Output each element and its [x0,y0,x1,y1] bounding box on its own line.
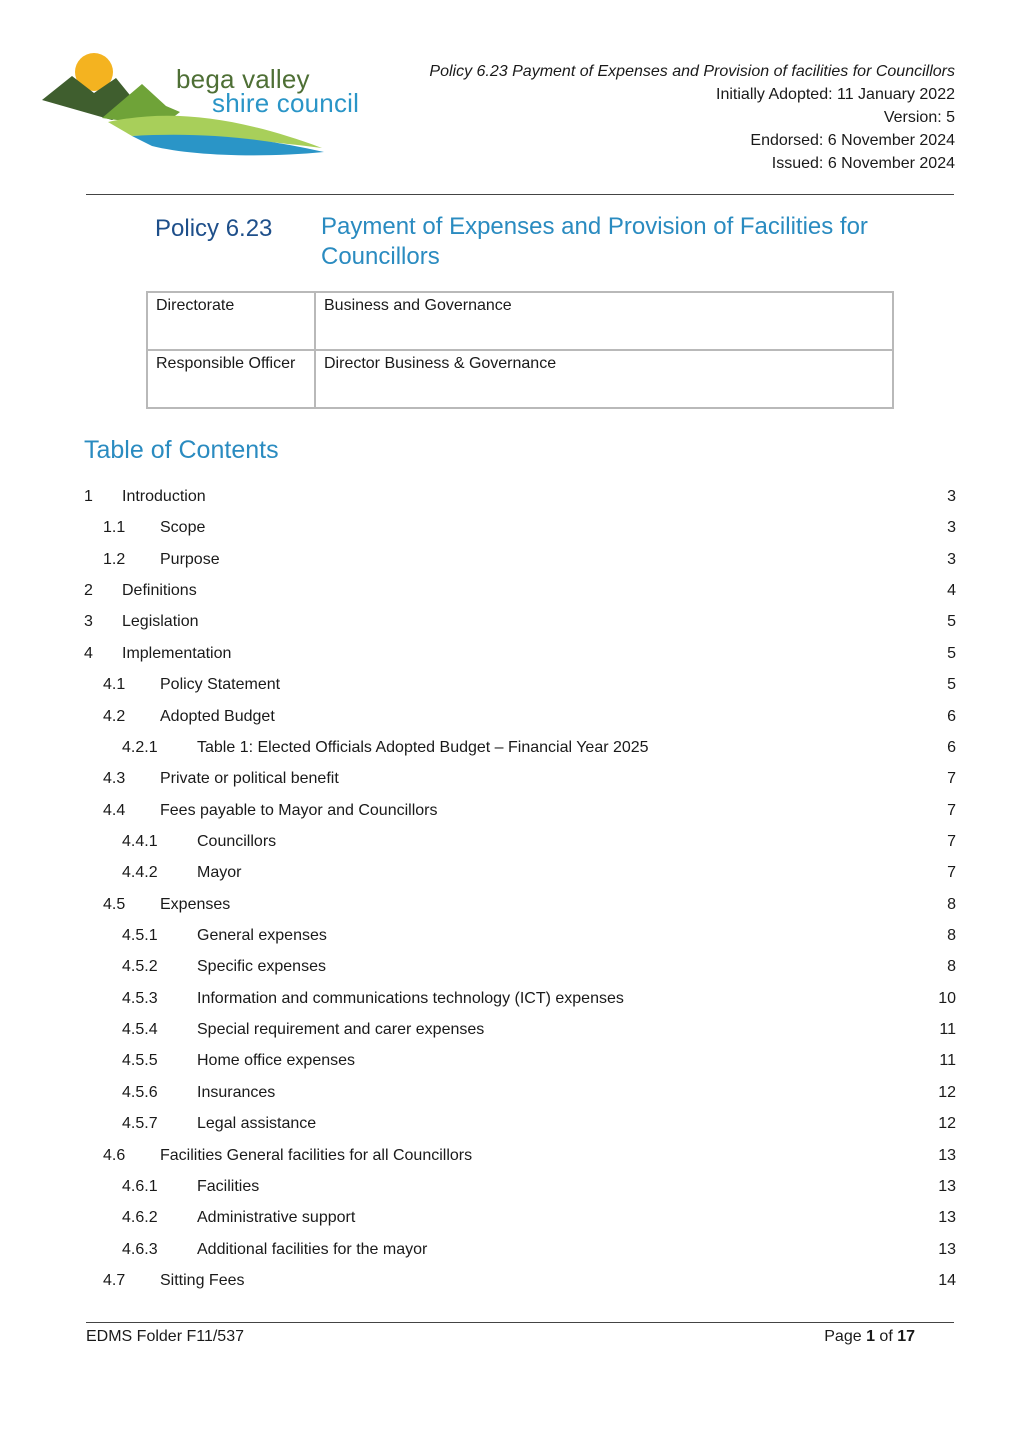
toc-entry-page: 13 [938,1146,956,1164]
toc-entry-page: 3 [947,519,956,537]
toc-entry[interactable] [84,1048,956,1079]
logo-text-line1: bega valley [176,64,310,94]
toc-entry[interactable] [84,1268,956,1299]
page-of: of [874,1328,898,1345]
toc-entry-title: Facilities General facilities for all Councillors [160,1146,473,1164]
policy-number: Policy 6.23 [155,215,273,242]
toc-entry-title: Additional facilities for the mayor [197,1240,428,1258]
toc-entry-num: 4.5.6 [122,1083,158,1101]
toc-entry-page: 10 [938,989,956,1007]
toc-entry-num: 4.5.2 [122,958,158,976]
toc-entry-title: Adopted Budget [160,707,275,725]
info-row [147,350,893,408]
toc-entry-page: 11 [939,1052,956,1070]
toc-entry-title: Special requirement and carer expenses [197,1021,485,1039]
toc-entry-page: 5 [947,644,956,662]
toc-entry[interactable] [84,578,956,609]
toc-entry-title: Definitions [122,582,197,600]
toc-entry-num: 1.1 [103,519,126,537]
toc-entry[interactable] [84,1174,956,1205]
toc-entry-title: Facilities [197,1177,260,1195]
toc-entry-num: 4.4.1 [122,832,158,850]
policy-title: Payment of Expenses and Provision of Facilities for Councillors [321,213,868,270]
toc-entry[interactable] [84,1205,956,1236]
page-current: 1 [866,1328,875,1345]
toc-entry[interactable] [84,704,956,735]
toc-entry-page: 7 [947,770,956,788]
toc-entry[interactable] [84,484,956,515]
toc-entry-num: 4.7 [103,1271,126,1289]
toc-entry-num: 4.6.2 [122,1209,158,1227]
header-initially-adopted: Initially Adopted: 11 January 2022 [716,86,955,103]
toc-entry-page: 11 [939,1021,956,1039]
toc-entry-num: 2 [84,582,93,600]
toc-entry-page: 13 [938,1240,956,1258]
toc-entry-page: 3 [947,488,956,505]
toc-entry-page: 7 [947,864,956,882]
toc-entry-title: Implementation [122,644,232,662]
toc-entry-page: 7 [947,801,956,819]
header-policy-line: Policy 6.23 Payment of Expenses and Provision of facilities for Councillors [429,63,955,80]
toc-entry-title: Scope [160,519,206,537]
toc-entry-num: 4.5.3 [122,989,158,1007]
page-prefix: Page [824,1328,867,1345]
toc-entry-title: Policy Statement [160,676,281,694]
toc-entry-title: Private or political benefit [160,770,339,788]
logo-swoosh-blue [132,135,324,156]
toc-entry-title: General expenses [197,927,327,945]
toc-entry[interactable] [84,641,956,672]
policy-info-table [146,291,894,409]
info-label: Responsible Officer [147,350,315,408]
info-value: Business and Governance [315,292,893,350]
toc-entry-title: Sitting Fees [160,1271,245,1289]
toc-entry-num: 4.3 [103,770,126,788]
header-issued: Issued: 6 November 2024 [771,155,955,172]
toc-entry-num: 4.5 [103,895,126,913]
header-version: Version: 5 [883,109,955,126]
toc-entry-page: 12 [938,1083,956,1101]
toc-entry-num: 4.5.7 [122,1115,158,1133]
info-label: Directorate [147,292,315,350]
toc-entry-num: 3 [84,613,93,631]
info-value: Director Business & Governance [315,350,893,408]
toc-entry-page: 6 [947,707,956,725]
toc-entry-page: 3 [947,550,956,568]
toc-entry-title: Purpose [160,550,220,568]
toc-entry-page: 8 [947,927,956,945]
toc-entry-page: 8 [947,958,956,976]
toc-entry-num: 4.4 [103,801,126,819]
toc-entry[interactable] [84,609,956,640]
table-of-contents [84,484,956,1299]
toc-entry[interactable] [84,515,956,546]
toc-entry-title: Expenses [160,895,231,913]
toc-entry-page: 14 [938,1271,956,1289]
toc-entry[interactable] [84,1111,956,1142]
toc-entry-num: 4 [84,644,93,662]
page-total: 17 [897,1328,915,1345]
toc-entry-num: 4.5.4 [122,1021,158,1039]
toc-entry-page: 4 [947,582,956,600]
footer-folder: EDMS Folder F11/537 [86,1328,244,1345]
toc-entry[interactable] [84,829,956,860]
toc-entry-page: 6 [947,738,956,756]
toc-entry[interactable] [84,923,956,954]
toc-entry[interactable] [84,986,956,1017]
info-row [147,292,893,350]
toc-entry-num: 4.1 [103,676,126,694]
toc-entry-page: 8 [947,895,956,913]
toc-entry[interactable] [84,798,956,829]
toc-heading: Table of Contents [84,436,279,464]
toc-entry[interactable] [84,735,956,766]
toc-entry-title: Mayor [197,864,242,882]
toc-entry[interactable] [84,1017,956,1048]
toc-entry-page: 5 [947,613,956,631]
toc-entry-num: 4.2 [103,707,126,725]
toc-entry[interactable] [84,672,956,703]
toc-entry-page: 12 [938,1115,956,1133]
toc-entry[interactable] [84,860,956,891]
toc-entry[interactable] [84,1080,956,1111]
toc-entry-num: 4.4.2 [122,864,158,882]
toc-entry-num: 4.5.5 [122,1052,158,1070]
toc-entry-title: Legislation [122,613,199,631]
toc-entry-title: Legal assistance [197,1115,317,1133]
toc-entry-title: Information and communications technology (ICT) expenses [197,989,624,1007]
toc-entry-title: Table 1: Elected Officials Adopted Budget – Financial Year 2025 [197,738,649,756]
toc-entry-num: 4.6 [103,1146,126,1164]
toc-entry-title: Introduction [122,488,206,505]
logo-text-line2: shire council [212,88,360,118]
header-endorsed: Endorsed: 6 November 2024 [750,132,955,149]
document-metadata [429,60,955,175]
footer-divider [86,1322,954,1323]
toc-entry-title: Councillors [197,832,277,850]
toc-entry-num: 4.6.1 [122,1177,158,1195]
toc-entry-title: Specific expenses [197,958,326,976]
toc-entry[interactable] [84,1143,956,1174]
toc-entry-page: 13 [938,1177,956,1195]
toc-entry-page: 7 [947,832,956,850]
header-divider [86,194,954,195]
toc-entry[interactable] [84,892,956,923]
toc-entry-num: 4.2.1 [122,738,158,756]
toc-entry[interactable] [84,954,956,985]
toc-entry-title: Fees payable to Mayor and Councillors [160,801,438,819]
toc-entry[interactable] [84,1237,956,1268]
toc-entry-page: 13 [938,1209,956,1227]
toc-entry-num: 1 [84,488,93,505]
footer-page-number [824,1328,915,1346]
toc-entry-title: Administrative support [197,1209,356,1227]
toc-entry-num: 4.6.3 [122,1240,158,1258]
toc-entry-title: Insurances [197,1083,276,1101]
toc-entry-title: Home office expenses [197,1052,356,1070]
toc-entry[interactable] [84,547,956,578]
toc-entry[interactable] [84,766,956,797]
toc-entry-num: 4.5.1 [122,927,158,945]
toc-entry-page: 5 [947,676,956,694]
toc-entry-num: 1.2 [103,550,126,568]
